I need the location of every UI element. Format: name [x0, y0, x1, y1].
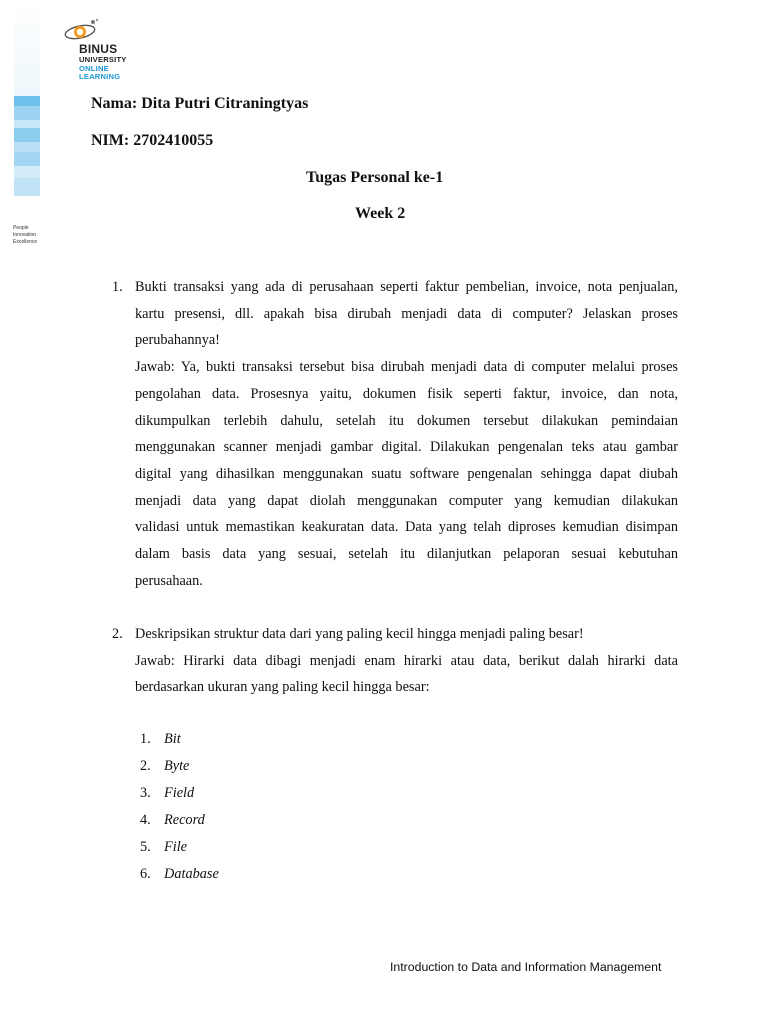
answer-line: menjadi data yang dapat diolah menggunakan computer yang kemudian dilakukan [135, 492, 678, 509]
list-text: File [164, 839, 188, 855]
list-item [140, 785, 340, 805]
logo-university: UNIVERSITY [79, 55, 127, 64]
logo-binus: BINUS [79, 42, 118, 56]
answer-line: Jawab: Ya, bukti transaksi tersebut bisa dirubah menjadi data di computer melalui proses [135, 359, 678, 376]
list-number: 4. [140, 812, 151, 828]
tagline [13, 225, 73, 246]
answer-line: validasi untuk memastikan keakuratan data. Data yang telah diproses kemudian disimpan [135, 519, 678, 536]
tagline-people: People [13, 225, 29, 231]
answer-line: digital yang dihasilkan menggunakan suatu software pengenalan sehingga dapat diubah [135, 465, 678, 482]
question-1 [112, 274, 678, 594]
list-item [140, 812, 340, 832]
answer-line: berdasarkan ukuran yang paling kecil hingga besar: [135, 679, 430, 696]
list-text: Byte [164, 758, 190, 774]
answer-line: Jawab: Hirarki data dibagi menjadi enam hirarki atau data, berikut dalah hirarki data [135, 652, 678, 669]
list-number: 3. [140, 785, 151, 801]
question-2 [112, 621, 678, 701]
list-item [140, 731, 340, 751]
logo-online: ONLINE [79, 63, 109, 73]
list-item [140, 866, 340, 886]
answer-line: pengolahan data. Prosesnya yaitu, dokumen fisik seperti faktur, invoice, dan nota, [135, 385, 678, 402]
question-line: Bukti transaksi yang ada di perusahaan seperti faktur pembelian, invoice, nota penjualan, [135, 279, 678, 295]
list-item [140, 758, 340, 778]
list-text: Bit [164, 731, 181, 747]
list-number: 6. [140, 866, 151, 882]
list-number: 5. [140, 839, 151, 855]
answer-line: menggunakan scanner menjadi gambar digital. Dilakukan pengenalan teks atau gambar [135, 439, 678, 456]
student-nim: NIM: 2702410055 [91, 132, 214, 149]
tagline-innovation: Innovation [13, 232, 37, 238]
list-number: 2. [140, 758, 151, 774]
assignment-week: Week 2 [355, 205, 406, 222]
list-text: Field [164, 785, 195, 801]
list-text: Record [164, 812, 205, 828]
question-line: perubahannya! [135, 332, 220, 349]
decorative-side-strip [14, 0, 40, 196]
logo-learning: LEARNING [79, 72, 121, 82]
list-text: Database [164, 866, 219, 882]
answer-line: dikumpulkan terlebih dahulu, setelah itu dokumen tersebut dilakukan pemindaian [135, 412, 678, 429]
question-number: 2. [112, 626, 123, 642]
question-line: Deskripsikan struktur data dari yang paling kecil hingga menjadi paling besar! [135, 626, 584, 642]
tagline-excellence: Excellence [13, 239, 38, 245]
logo-wordmark [79, 43, 127, 81]
list-number: 1. [140, 731, 151, 747]
footer-course-title: Introduction to Data and Information Management [390, 960, 662, 974]
question-number: 1. [112, 279, 123, 295]
list-item [140, 839, 340, 859]
student-name: Nama: Dita Putri Citraningtyas [91, 95, 309, 112]
answer-line: perusahaan. [135, 572, 203, 589]
question-line: kartu presensi, dll. apakah bisa dirubah menjadi data di computer? Jelaskan proses [135, 305, 678, 322]
answer-line: dalam basis data yang sesuai, setelah itu dilanjutkan pelaporan sesuai kebutuhan [135, 546, 678, 563]
assignment-title: Tugas Personal ke-1 [306, 169, 444, 186]
